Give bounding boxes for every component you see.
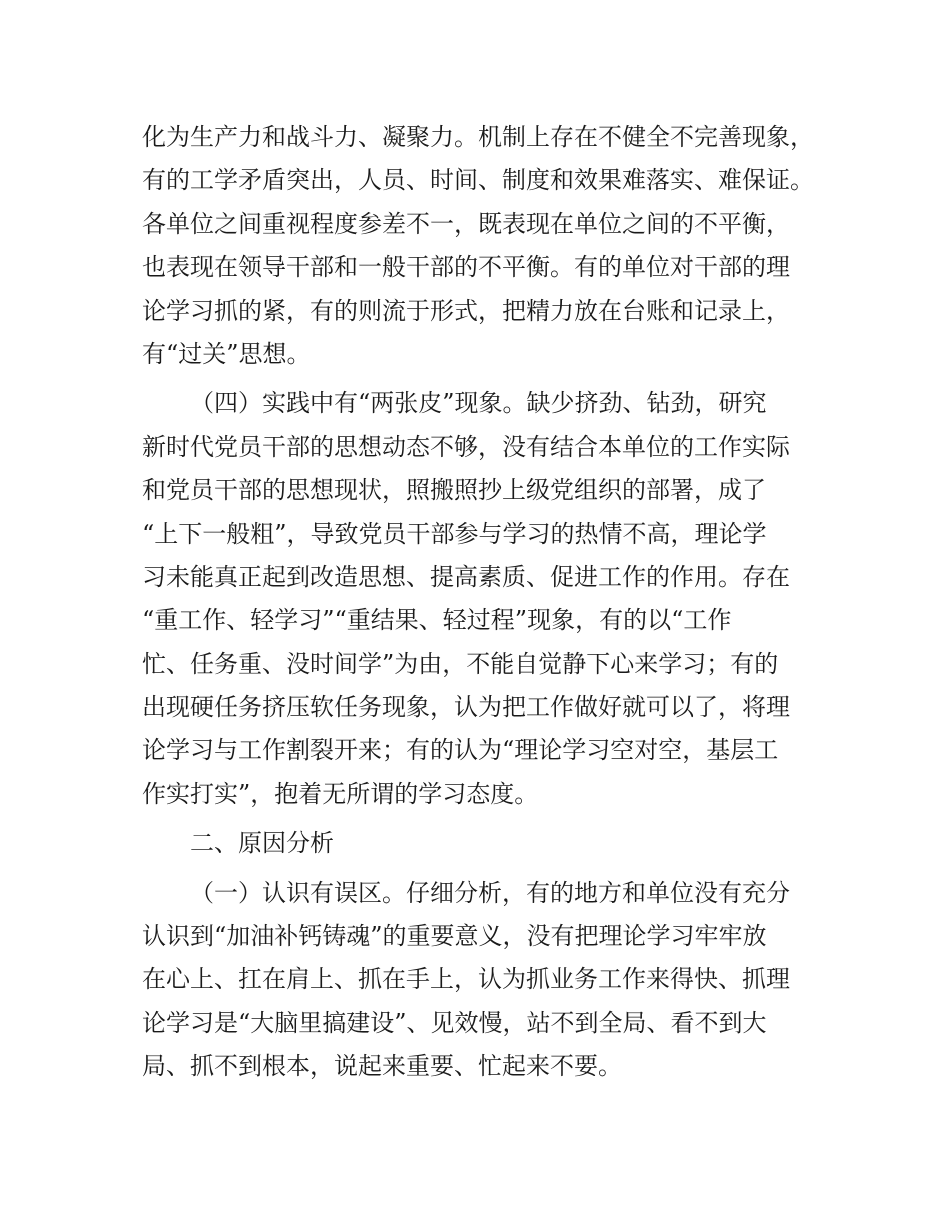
text-line: 新时代党员干部的思想动态不够，没有结合本单位的工作实际 bbox=[142, 432, 790, 461]
paragraph-2 bbox=[142, 382, 814, 816]
text-line: 有“过关”思想。 bbox=[142, 339, 311, 368]
paragraph-3 bbox=[142, 872, 814, 1089]
paragraph-1 bbox=[142, 116, 814, 376]
text-line: 各单位之间重视程度参差不一，既表现在单位之间的不平衡， bbox=[142, 209, 790, 238]
text-line: 作实打实”，抱着无所谓的学习态度。 bbox=[142, 779, 539, 808]
section-heading bbox=[142, 822, 814, 865]
text-line: 忙、任务重、没时间学”为由，不能自觉静下心来学习；有的 bbox=[142, 649, 779, 678]
text-line: 和党员干部的思想现状，照搬照抄上级党组织的部署，成了 bbox=[142, 476, 766, 505]
text-line: 化为生产力和战斗力、凝聚力。机制上存在不健全不完善现象， bbox=[142, 123, 814, 151]
text-line: （一）认识有误区。仔细分析，有的地方和单位没有充分 bbox=[190, 878, 790, 907]
text-line: 论学习抓的紧，有的则流于形式，把精力放在台账和记录上， bbox=[142, 296, 790, 325]
text-line: 出现硬任务挤压软任务现象，认为把工作做好就可以了，将理 bbox=[142, 693, 790, 722]
text-line: 认识到“加油补钙铸魂”的重要意义，没有把理论学习牢牢放 bbox=[142, 922, 767, 951]
text-line: “上下一般粗”，导致党员干部参与学习的热情不高，理论学 bbox=[142, 519, 767, 548]
text-line: （四）实践中有“两张皮”现象。缺少挤劲、钻劲，研究 bbox=[190, 389, 767, 418]
text-line: 局、抓不到根本，说起来重要、忙起来不要。 bbox=[142, 1052, 622, 1081]
text-line: 在心上、扛在肩上、抓在手上，认为抓业务工作来得快、抓理 bbox=[142, 965, 790, 994]
text-line: 论学习与工作割裂开来；有的认为“理论学习空对空，基层工 bbox=[142, 736, 779, 765]
text-line: 有的工学矛盾突出，人员、时间、制度和效果难落实、难保证。 bbox=[142, 166, 814, 195]
document-page bbox=[142, 116, 814, 1089]
section-title: 二、原因分析 bbox=[190, 829, 334, 858]
text-line: “重工作、轻学习”“重结果、轻过程”现象，有的以“工作 bbox=[142, 606, 732, 635]
text-line: 论学习是“大脑里搞建设”、见效慢，站不到全局、看不到大 bbox=[142, 1008, 767, 1037]
text-line: 也表现在领导干部和一般干部的不平衡。有的单位对干部的理 bbox=[142, 253, 790, 282]
text-line: 习未能真正起到改造思想、提高素质、促进工作的作用。存在 bbox=[142, 562, 790, 591]
